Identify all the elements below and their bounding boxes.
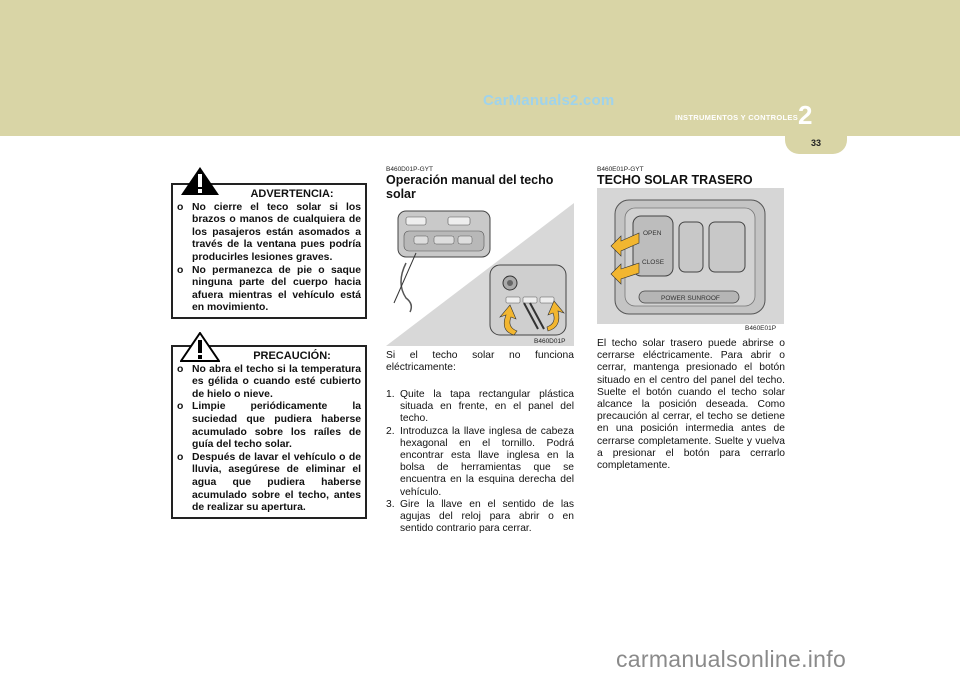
page-number: 33 [810,138,821,148]
figure-label: B460D01P [534,338,566,345]
chapter-number: 2 [798,100,813,130]
caution-title: PRECAUCIÓN: [253,350,331,362]
section-code: B460E01P-GYT [597,166,644,173]
caution-item: o Limpie periódicamente la suciedad que pudiera haberse acumulado sobre los raíles de guía del techo solar. [177,401,361,451]
figure-label: B460E01P [745,325,777,332]
step-item: 3. Gire la llave en el sentido de las agujas del reloj para abrir o en sentido contrario para cerrar. [386,498,574,535]
section-title: INSTRUMENTOS Y CONTROLES [674,113,798,122]
warning-triangle-icon [180,166,220,196]
power-sunroof-label: POWER SUNROOF [661,295,720,302]
manual-heading: Operación manual del techo solar [386,173,554,201]
step-item: 1. Quite la tapa rectangular plástica situada en frente, en el panel del techo. [386,389,574,425]
warning-item: o No permanezca de pie o saque ninguna parte del cuerpo hacia afuera mientras el vehículo está en movimiento. [177,264,361,314]
caution-triangle-icon [180,332,220,362]
step-item: 2. Introduzca la llave inglesa de cabeza hexagonal en el tornillo. Podrá encontrar esta llave inglesa en la bolsa de herramientas que se encuentra en la esquina derecha del vehículo. [386,425,574,498]
manual-intro: Si el techo solar no funciona eléctricamente: [386,350,574,374]
rear-heading: TECHO SOLAR TRASERO [597,173,753,187]
close-label: CLOSE [642,259,665,266]
site-watermark[interactable]: CarManuals2.com [483,92,615,109]
rear-sunroof-figure [597,188,784,324]
warning-item: o No cierre el teco solar si los brazos o manos de cualquiera de los pasajeros están asomados a través de la ventana pues podría producirles lesiones graves. [177,201,361,263]
caution-item: o Después de lavar el vehículo o de lluvia, asegúrese de eliminar el agua que pudiera haberse acumulado sobre el techo, antes de realizar su apertura. [177,451,361,514]
manual-steps [386,389,574,535]
caution-item: o No abra el techo si la temperatura es gélida o cuando esté cubierto de hielo o nieve. [177,363,361,400]
rear-body: El techo solar trasero puede abrirse o cerrarse eléctricamente. Para abrir o cerrar, mantenga presionado el botón situado en el centro del panel del techo. Suelte el botón cuando el techo solar alcance la posición deseada. Como precaución al cerrar, el techo se detiene en una posición intermedia antes de cerrarse completamente. Suelte y vuelva a presionar el botón para cerrarlo completamente. [597,338,785,472]
open-label: OPEN [643,230,662,237]
footer-watermark[interactable]: carmanualsonline.info [616,646,847,672]
caution-box [171,345,367,519]
section-code: B460D01P-GYT [386,166,433,173]
manual-operation-figure [386,203,574,346]
header-band [0,0,960,136]
warning-title: ADVERTENCIA: [250,188,334,200]
warning-box [171,183,367,319]
